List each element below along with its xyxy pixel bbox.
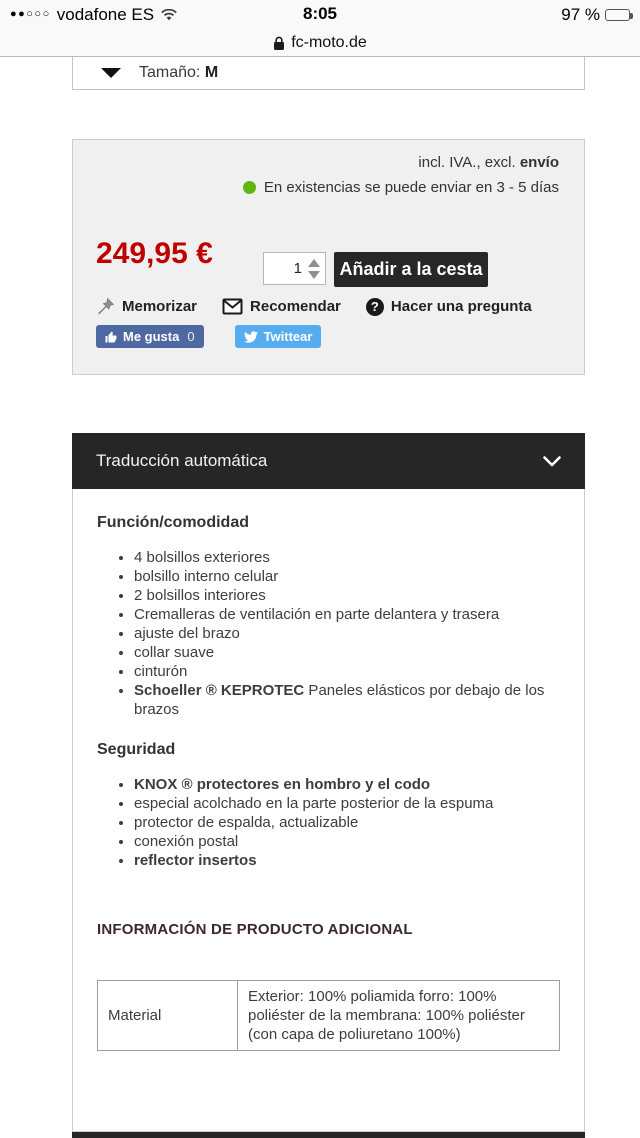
envelope-icon bbox=[222, 298, 243, 315]
material-value-cell: Exterior: 100% poliamida forro: 100% poliéster de la membrana: 100% poliéster (con capa de poliuretano 100%) bbox=[238, 981, 560, 1051]
safety-list bbox=[97, 775, 560, 870]
url-domain: fc-moto.de bbox=[291, 34, 367, 51]
status-left bbox=[10, 5, 178, 25]
list-item: • Cremalleras de ventilación en parte delantera y trasera bbox=[134, 605, 560, 624]
status-right bbox=[561, 5, 630, 25]
facebook-like-count: 0 bbox=[187, 329, 195, 344]
function-list bbox=[97, 548, 560, 719]
ask-question-link[interactable] bbox=[366, 298, 532, 316]
list-item: • 4 bolsillos exteriores bbox=[134, 548, 560, 567]
list-item: • 2 bolsillos interiores bbox=[134, 586, 560, 605]
quantity-stepper[interactable] bbox=[263, 252, 326, 285]
url-bar[interactable] bbox=[0, 30, 640, 57]
next-section-bar[interactable] bbox=[72, 1132, 585, 1138]
ask-question-label: Hacer una pregunta bbox=[390, 298, 532, 315]
lock-icon bbox=[273, 36, 285, 51]
chevron-down-icon bbox=[543, 456, 561, 467]
list-item: • conexión postal bbox=[134, 832, 560, 851]
safety-heading: Seguridad bbox=[97, 741, 176, 758]
recommend-label: Recomendar bbox=[250, 298, 341, 315]
facebook-like-label: Me gusta bbox=[123, 329, 180, 344]
material-label-cell: Material bbox=[98, 981, 238, 1051]
battery-icon bbox=[605, 9, 630, 21]
twitter-bird-icon bbox=[244, 331, 258, 343]
stock-status-label: En existencias se puede enviar en 3 - 5 días bbox=[263, 179, 559, 196]
quantity-arrows[interactable] bbox=[308, 259, 320, 279]
table-row bbox=[98, 981, 560, 1051]
recommend-link[interactable] bbox=[222, 298, 341, 315]
social-buttons bbox=[96, 325, 321, 348]
facebook-like-button[interactable] bbox=[96, 325, 204, 348]
quantity-input[interactable] bbox=[264, 260, 302, 277]
carrier-label: vodafone ES bbox=[56, 5, 155, 24]
battery-percent: 97 % bbox=[561, 5, 600, 24]
accordion-title: Traducción automática bbox=[96, 451, 268, 470]
question-mark-icon: ? bbox=[366, 298, 384, 316]
in-stock-dot-icon bbox=[243, 181, 256, 194]
thumbs-up-icon bbox=[105, 331, 117, 343]
list-item: • bolsillo interno celular bbox=[134, 567, 560, 586]
material-table bbox=[97, 980, 560, 1051]
tweet-button[interactable] bbox=[235, 325, 322, 348]
add-to-cart-button[interactable]: Añadir a la cesta bbox=[334, 252, 488, 287]
auto-translation-accordion[interactable] bbox=[72, 433, 585, 489]
list-item: • Schoeller ® KEPROTEC Paneles elásticos por debajo de los brazos bbox=[134, 681, 560, 719]
size-select[interactable] bbox=[72, 57, 585, 90]
wifi-icon bbox=[160, 9, 178, 22]
signal-strength-icon: ●●○○○ bbox=[10, 8, 51, 20]
list-item: • protector de espalda, actualizable bbox=[134, 813, 560, 832]
product-description-panel bbox=[72, 489, 585, 1132]
status-bar bbox=[0, 0, 640, 30]
memorize-label: Memorizar bbox=[122, 298, 198, 315]
list-item: • KNOX ® protectores en hombro y el codo bbox=[134, 775, 560, 794]
chevron-down-icon bbox=[101, 68, 121, 78]
increment-icon[interactable] bbox=[308, 259, 320, 267]
tweet-label: Twittear bbox=[263, 329, 313, 344]
clock: 8:05 bbox=[302, 4, 338, 23]
memorize-link[interactable] bbox=[96, 297, 197, 316]
list-item: • ajuste del brazo bbox=[134, 624, 560, 643]
list-item: • reflector insertos bbox=[134, 851, 560, 870]
product-price: 249,95 € bbox=[96, 237, 213, 270]
additional-info-heading: INFORMACIÓN DE PRODUCTO ADICIONAL bbox=[97, 921, 413, 938]
product-actions bbox=[96, 297, 532, 316]
size-select-label: Tamaño: M bbox=[139, 64, 219, 81]
list-item: • cinturón bbox=[134, 662, 560, 681]
tax-note: incl. IVA., excl. envío bbox=[418, 154, 559, 171]
decrement-icon[interactable] bbox=[308, 271, 320, 279]
stock-status bbox=[243, 179, 559, 196]
list-item: • collar suave bbox=[134, 643, 560, 662]
buy-box bbox=[72, 139, 585, 375]
list-item: • especial acolchado en la parte posterior de la espuma bbox=[134, 794, 560, 813]
pushpin-icon bbox=[96, 297, 115, 316]
function-heading: Función/comodidad bbox=[97, 514, 249, 531]
